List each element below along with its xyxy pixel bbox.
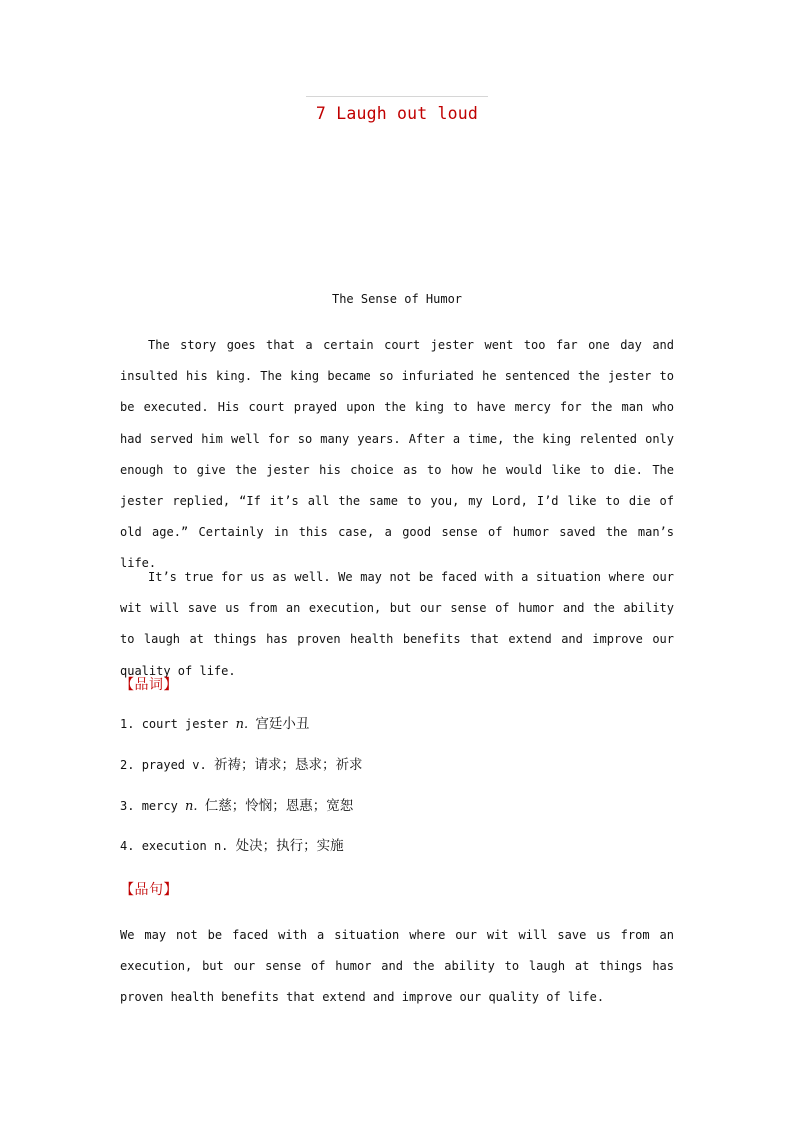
vocab-number: 3. <box>120 799 135 813</box>
vocab-pos: n. <box>185 799 198 814</box>
article-subtitle: The Sense of Humor <box>331 292 463 306</box>
sentence-heading: 【品句】 <box>120 882 178 898</box>
vocab-pos: v. <box>192 758 207 772</box>
vocab-meaning: 仁慈；怜悯；恩惠；宽恕 <box>204 798 354 814</box>
vocab-item <box>120 753 362 773</box>
vocab-item <box>120 794 353 814</box>
header-rule <box>306 96 488 97</box>
vocab-meaning: 处决；执行；实施 <box>235 838 344 854</box>
vocab-pos: n. <box>235 717 249 732</box>
vocab-meaning: 祈祷；请求；恳求；祈求 <box>213 757 363 773</box>
featured-sentence: We may not be faced with a situation where our wit will save us from an execution, but our sense of humor and the ability to laugh at things has proven health benefits that extend and improve our quality of life. <box>120 928 674 1005</box>
page-title: 7 Laugh out loud <box>315 104 479 123</box>
vocab-word: prayed <box>141 758 186 772</box>
vocab-item <box>120 712 309 732</box>
vocab-item <box>120 834 344 854</box>
vocab-word: execution <box>141 839 207 853</box>
vocab-number: 4. <box>120 839 135 853</box>
article-paragraph-2: It’s true for us as well. We may not be faced with a situation where our wit will save us from an execution, but our sense of humor and the ability to laugh at things has proven health benefits that extend and improve our quality of life. <box>120 570 674 678</box>
vocab-meaning: 宫廷小丑 <box>255 716 310 732</box>
vocab-number: 1. <box>120 717 135 731</box>
vocab-number: 2. <box>120 758 135 772</box>
article-paragraph-1: The story goes that a certain court jester went too far one day and insulted his king. The king became so infuriated he sentenced the jester to be executed. His court prayed upon the king to have mercy for the man who had served him well for so many years. After a time, the king relented only enough to give the jester his choice as to how he would like to die. The jester replied, “If it’s all the same to you, my Lord, I’d like to die of old age.” Certainly in this case, a good sense of humor saved the man’s life. <box>120 338 674 571</box>
vocab-word: mercy <box>141 799 178 813</box>
vocab-pos: n. <box>213 839 229 853</box>
vocab-word: court jester <box>141 717 229 731</box>
vocab-heading: 【品词】 <box>120 677 178 693</box>
